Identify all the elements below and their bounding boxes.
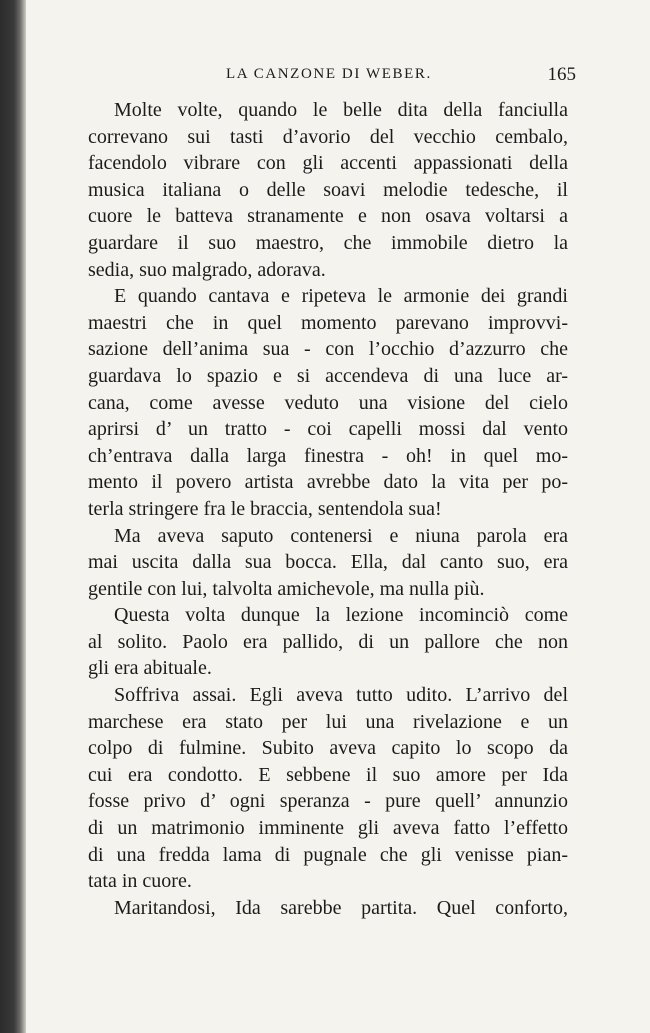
text-line: mento il povero artista avrebbe dato la vita per po- (88, 471, 568, 494)
text-line: cui era condotto. E sebbene il suo amore per Ida (88, 763, 568, 786)
text-line: aprirsi d’ un tratto - coi capelli mossi dal vento (88, 418, 568, 441)
text-line: gli era abituale. (88, 657, 212, 680)
text-line: Questa volta dunque la lezione incominciò come (114, 604, 568, 627)
paragraph-2 (88, 283, 568, 522)
text-line: cana, come avesse veduto una visione del cielo (88, 391, 568, 414)
text-line: facendolo vibrare con gli accenti appassionati della (88, 152, 568, 175)
text-line: sazione dell’anima sua - con l’occhio d’azzurro che (88, 338, 568, 361)
text-line: Ma aveva saputo contenersi e niuna parola era (114, 524, 568, 547)
text-line: tata in cuore. (88, 870, 192, 893)
text-line: di una fredda lama di pugnale che gli venisse pian- (88, 843, 568, 866)
book-spine-shadow (0, 0, 26, 1033)
paragraph-1 (88, 97, 568, 283)
text-line: ch’entrava dalla larga finestra - oh! in quel mo- (88, 444, 568, 467)
text-line: maestri che in quel momento parevano improvvi- (88, 311, 568, 334)
paragraph-4 (88, 602, 568, 682)
paragraph-3 (88, 523, 568, 603)
page-number: 165 (547, 64, 576, 85)
text-line: mai uscita dalla sua bocca. Ella, dal canto suo, era (88, 551, 568, 574)
text-line: E quando cantava e ripeteva le armonie dei grandi (114, 285, 568, 308)
running-title: LA CANZONE DI WEBER. (226, 66, 432, 82)
text-line: al solito. Paolo era pallido, di un pallore che non (88, 630, 568, 653)
text-line: sedia, suo malgrado, adorava. (88, 258, 326, 281)
paragraph-6 (88, 895, 568, 922)
body-text (88, 97, 568, 921)
running-head (96, 66, 576, 90)
text-line: cuore le batteva stranamente e non osava voltarsi a (88, 205, 568, 228)
text-line: musica italiana o delle soavi melodie tedesche, il (88, 178, 568, 201)
text-line: colpo di fulmine. Subito aveva capito lo scopo da (88, 737, 568, 760)
paragraph-5 (88, 682, 568, 895)
text-line: gentile con lui, talvolta amichevole, ma nulla più. (88, 577, 485, 600)
text-line: marchese era stato per lui una rivelazione e un (88, 710, 568, 733)
text-line: Soffriva assai. Egli aveva tutto udito. L’arrivo del (114, 684, 568, 707)
text-line: fosse privo d’ ogni speranza - pure quell’ annunzio (88, 790, 568, 813)
text-line: guardava lo spazio e si accendeva di una luce ar- (88, 364, 568, 387)
text-line: Molte volte, quando le belle dita della fanciulla (114, 99, 568, 121)
book-page (26, 0, 650, 1033)
text-line: di un matrimonio imminente gli aveva fatto l’effetto (88, 817, 568, 840)
text-line: Maritandosi, Ida sarebbe partita. Quel conforto, (114, 896, 568, 919)
text-line: correvano sui tasti d’avorio del vecchio cembalo, (88, 125, 568, 148)
text-line: terla stringere fra le braccia, sentendola sua! (88, 497, 442, 520)
text-line: guardare il suo maestro, che immobile dietro la (88, 231, 568, 254)
